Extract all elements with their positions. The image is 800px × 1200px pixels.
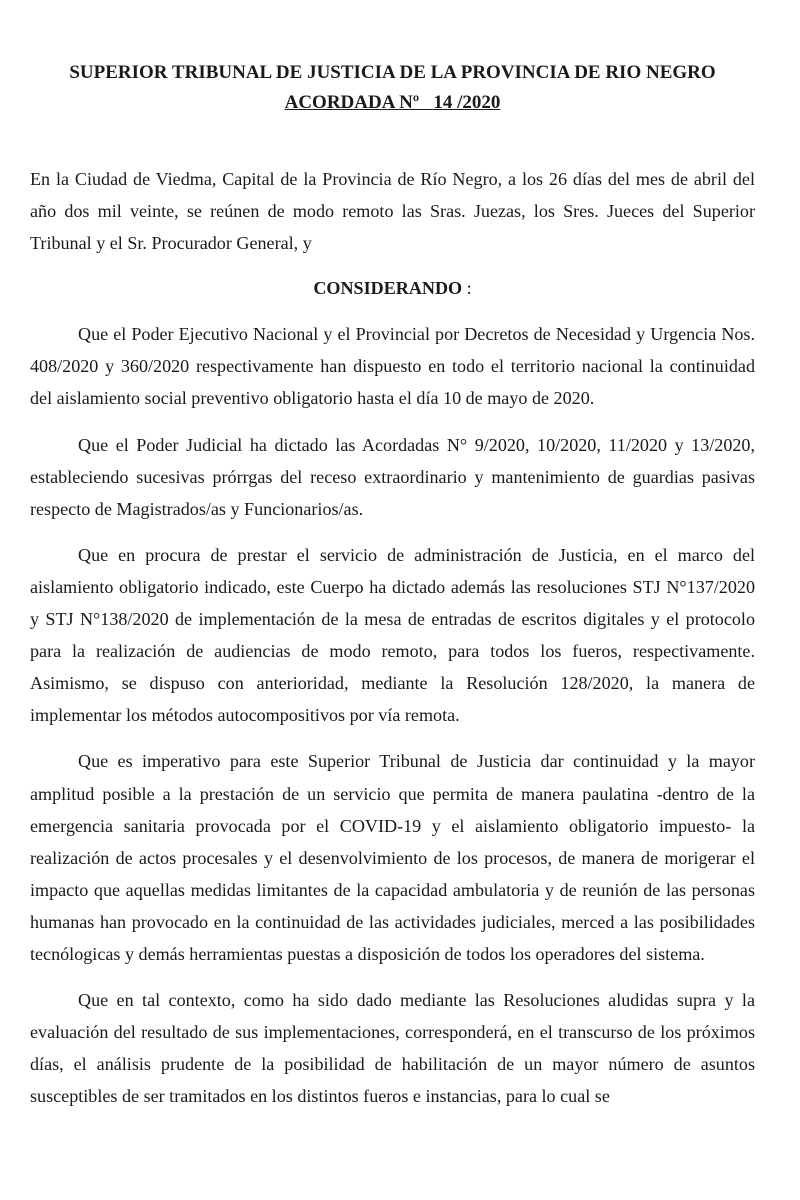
considerando-suffix: : (462, 278, 472, 299)
intro-paragraph: En la Ciudad de Viedma, Capital de la Provincia de Río Negro, a los 26 días del mes de abril del año dos mil veinte, se reúnen de modo remoto las Sras. Juezas, los Sres. Jueces del Superior Tribunal y el Sr. Procurador General, y (30, 169, 755, 254)
document-page (30, 58, 755, 1112)
considerando-label: CONSIDERANDO (313, 278, 463, 299)
paragraph-5: Que en tal contexto, como ha sido dado mediante las Resoluciones aludidas supra y la evaluación del resultado de sus implementaciones, corresponderá, en el transcurso de los próximos días, el análisis prudente de la posibilidad de habilitación de un mayor número de asuntos susceptibles de ser tramitados en los distintos fueros e instancias, para lo cual se (30, 990, 755, 1107)
considerando-heading (30, 272, 755, 304)
acordada-number: ACORDADA Nº 14 /2020 (284, 92, 501, 113)
paragraph-3: Que en procura de prestar el servicio de administración de Justicia, en el marco del aislamiento obligatorio indicado, este Cuerpo ha dictado además las resoluciones STJ N°137/2020 y STJ N°138/2020 de implementación de la mesa de entradas de escritos digitales y el protocolo para la realización de audiencias de modo remoto, para todos los fueros, respectivamente. Asimismo, se dispuso con anterioridad, mediante la Resolución 128/2020, la manera de implementar los métodos autocompositivos por vía remota. (30, 544, 755, 726)
paragraph-1: Que el Poder Ejecutivo Nacional y el Provincial por Decretos de Necesidad y Urgencia Nos. 408/2020 y 360/2020 respectivamente han dispuesto en todo el territorio nacional la continuidad del aislamiento social preventivo obligatorio hasta el día 10 de mayo de 2020. (30, 324, 755, 409)
paragraph-2: Que el Poder Judicial ha dictado las Acordadas N° 9/2020, 10/2020, 11/2020 y 13/2020, estableciendo sucesivas prórrgas del receso extraordinario y mantenimiento de guardias pasivas respecto de Magistrados/as y Funcionarios/as. (30, 434, 755, 519)
paragraph-4: Que es imperativo para este Superior Tribunal de Justicia dar continuidad y la mayor amplitud posible a la prestación de un servicio que permita de manera paulatina -dentro de la emergencia sanitaria provocada por el COVID-19 y el aislamiento obligatorio impuesto- la realización de actos procesales y el desenvolvimiento de los procesos, de manera de morigerar el impacto que aquellas medidas limitantes de la capacidad ambulatoria y de reunión de las personas humanas han provocado en la continuidad de las actividades judiciales, merced a las posibilidades tecnólogicas y demás herramientas puestas a disposición de todos los operadores del sistema. (30, 751, 755, 964)
document-title: SUPERIOR TRIBUNAL DE JUSTICIA DE LA PROVINCIA DE RIO NEGRO (69, 62, 716, 83)
